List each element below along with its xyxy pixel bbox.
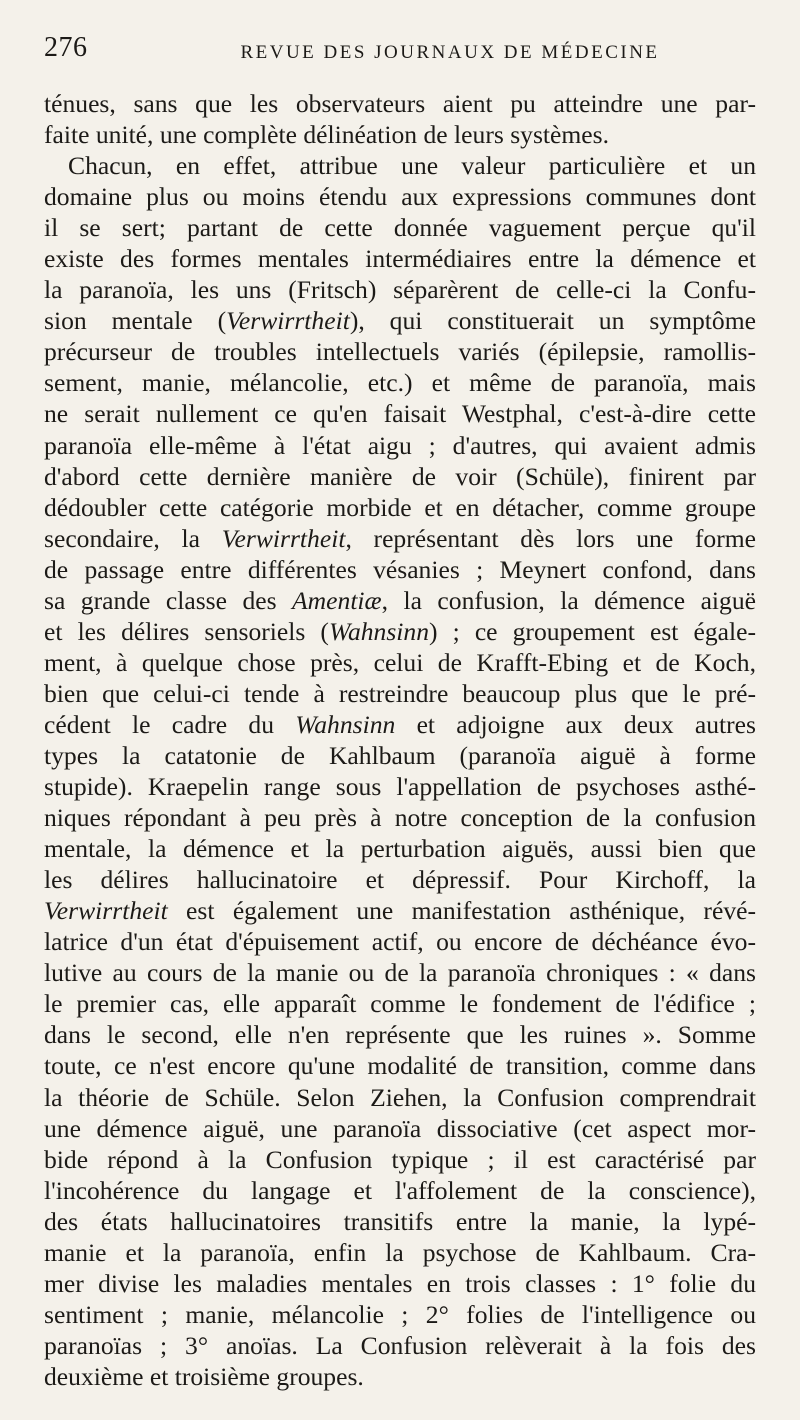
text-line xyxy=(44,150,756,181)
text-segment: de passage entre différentes vésanies ; Meynert confond, dans xyxy=(44,554,756,584)
italic-term: Verwirrtheit xyxy=(226,306,350,336)
text-segment: d'abord cette dernière manière de voir (Schüle), finirent par xyxy=(44,461,756,491)
text-segment: et les délires sensoriels ( xyxy=(44,616,329,646)
text-segment: niques répondant à peu près à notre conception de la confusion xyxy=(44,803,756,833)
text-segment: faite unité, une complète délinéation de leurs systèmes. xyxy=(44,120,610,150)
text-line xyxy=(44,554,756,585)
text-segment: deuxième et troisième groupes. xyxy=(44,1361,364,1391)
text-segment: des états hallucinatoires transitifs entre la manie, la lypé- xyxy=(44,1206,756,1236)
text-segment: le premier cas, elle apparaît comme le fondement de l'édifice ; xyxy=(44,989,756,1019)
text-segment: il se sert; partant de cette donnée vaguement perçue qu'il xyxy=(44,213,756,243)
text-line xyxy=(44,1299,756,1330)
text-segment: bien que celui-ci tende à restreindre beaucoup plus que le pré- xyxy=(44,678,756,708)
running-title: REVUE DES JOURNAUX DE MÉDECINE xyxy=(240,42,660,63)
text-segment: sa grande classe des xyxy=(44,585,293,615)
text-segment: stupide). Kraepelin range sous l'appellation de psychoses asthé- xyxy=(44,772,756,802)
text-segment: ténues, sans que les observateurs aient pu atteindre une par- xyxy=(44,89,756,118)
text-segment: , la confusion, la démence aiguë xyxy=(381,585,756,615)
text-segment: existe des formes mentales intermédiaires entre la démence et xyxy=(44,244,756,274)
text-line xyxy=(44,1082,756,1113)
text-segment: sion mentale ( xyxy=(44,306,227,336)
text-line xyxy=(44,430,756,461)
text-segment: paranoïas ; 3° anoïas. La Confusion relèverait à la fois des xyxy=(44,1330,756,1360)
text-line xyxy=(44,119,756,150)
text-segment: les délires hallucinatoire et dépressif. Pour Kirchoff, la xyxy=(44,865,756,895)
text-line xyxy=(44,678,756,709)
page-number: 276 xyxy=(44,32,88,63)
text-segment: toute, ce n'est encore qu'une modalité de transition, comme dans xyxy=(44,1051,756,1081)
text-line xyxy=(44,1113,756,1144)
text-line xyxy=(44,88,756,119)
text-line xyxy=(44,771,756,802)
text-line xyxy=(44,616,756,647)
text-segment: une démence aiguë, une paranoïa dissociative (cet aspect mor- xyxy=(44,1113,756,1143)
text-segment: latrice d'un état d'épuisement actif, ou encore de déchéance évo- xyxy=(44,927,756,957)
text-line xyxy=(44,1019,756,1050)
text-segment: l'incohérence du langage et l'affolement de la conscience), xyxy=(44,1175,756,1205)
text-line xyxy=(44,492,756,523)
text-line xyxy=(44,274,756,305)
text-segment: lutive au cours de la manie ou de la paranoïa chroniques : « dans xyxy=(44,958,756,988)
text-segment: paranoïa elle-même à l'état aigu ; d'autres, qui avaient admis xyxy=(44,430,756,460)
text-line xyxy=(44,181,756,212)
text-segment: dédoubler cette catégorie morbide et en détacher, comme groupe xyxy=(44,492,756,522)
text-line xyxy=(44,647,756,678)
text-line xyxy=(44,709,756,740)
text-segment: ment, à quelque chose près, celui de Krafft-Ebing et de Koch, xyxy=(44,647,756,677)
text-segment: types la catatonie de Kahlbaum (paranoïa aiguë à forme xyxy=(44,740,756,770)
text-segment: ne serait nullement ce qu'en faisait Westphal, c'est-à-dire cette xyxy=(44,399,756,429)
text-line xyxy=(44,398,756,429)
text-segment: et adjoigne aux deux autres xyxy=(395,709,757,739)
text-line xyxy=(44,988,756,1019)
body-text xyxy=(44,88,756,1392)
text-segment: sement, manie, mélancolie, etc.) et même de paranoïa, mais xyxy=(44,368,756,398)
text-line xyxy=(44,833,756,864)
text-line xyxy=(44,802,756,833)
text-line xyxy=(44,1206,756,1237)
text-segment: la paranoïa, les uns (Fritsch) séparèrent de celle-ci la Confu- xyxy=(44,275,756,305)
text-line xyxy=(44,523,756,554)
text-segment: mer divise les maladies mentales en trois classes : 1° folie du xyxy=(44,1268,756,1298)
text-line xyxy=(44,957,756,988)
italic-term: Amentiæ xyxy=(292,585,382,615)
text-line xyxy=(44,585,756,616)
text-line xyxy=(44,1268,756,1299)
text-line xyxy=(44,1330,756,1361)
italic-term: Wahnsinn xyxy=(295,709,396,739)
text-segment: sentiment ; manie, mélancolie ; 2° folies de l'intelligence ou xyxy=(44,1299,756,1329)
text-segment: secondaire, la xyxy=(44,523,222,553)
text-line xyxy=(44,243,756,274)
italic-term: Verwirrtheit xyxy=(44,896,168,926)
text-line xyxy=(44,1144,756,1175)
text-line xyxy=(44,740,756,771)
text-line xyxy=(44,461,756,492)
text-segment: la théorie de Schüle. Selon Ziehen, la Confusion comprendrait xyxy=(44,1082,756,1112)
text-segment: bide répond à la Confusion typique ; il est caractérisé par xyxy=(44,1144,756,1174)
text-segment: , représentant dès lors une forme xyxy=(345,523,756,553)
page-header xyxy=(44,30,756,70)
text-line xyxy=(44,864,756,895)
text-line xyxy=(44,895,756,926)
text-line xyxy=(44,1175,756,1206)
text-line xyxy=(44,367,756,398)
text-segment: Chacun, en effet, attribue une valeur particulière et un xyxy=(68,151,756,181)
text-line xyxy=(44,305,756,336)
text-segment: ) ; ce groupement est égale- xyxy=(429,616,757,646)
text-line xyxy=(44,1361,756,1392)
italic-term: Verwirrtheit xyxy=(221,523,346,553)
text-segment: est également une manifestation asthénique, révé- xyxy=(167,896,756,926)
text-line xyxy=(44,336,756,367)
text-segment: dans le second, elle n'en représente que les ruines ». Somme xyxy=(44,1020,756,1050)
text-segment: manie et la paranoïa, enfin la psychose de Kahlbaum. Cra- xyxy=(44,1237,756,1267)
text-segment: précurseur de troubles intellectuels variés (épilepsie, ramollis- xyxy=(44,337,756,367)
italic-term: Wahnsinn xyxy=(328,616,429,646)
text-line xyxy=(44,1050,756,1081)
text-segment: mentale, la démence et la perturbation aiguës, aussi bien que xyxy=(44,834,756,864)
text-segment: domaine plus ou moins étendu aux expressions communes dont xyxy=(44,182,756,212)
text-segment: cédent le cadre du xyxy=(44,709,296,739)
text-line xyxy=(44,1237,756,1268)
text-segment: ), qui constituerait un symptôme xyxy=(349,306,756,336)
text-line xyxy=(44,926,756,957)
text-line xyxy=(44,212,756,243)
